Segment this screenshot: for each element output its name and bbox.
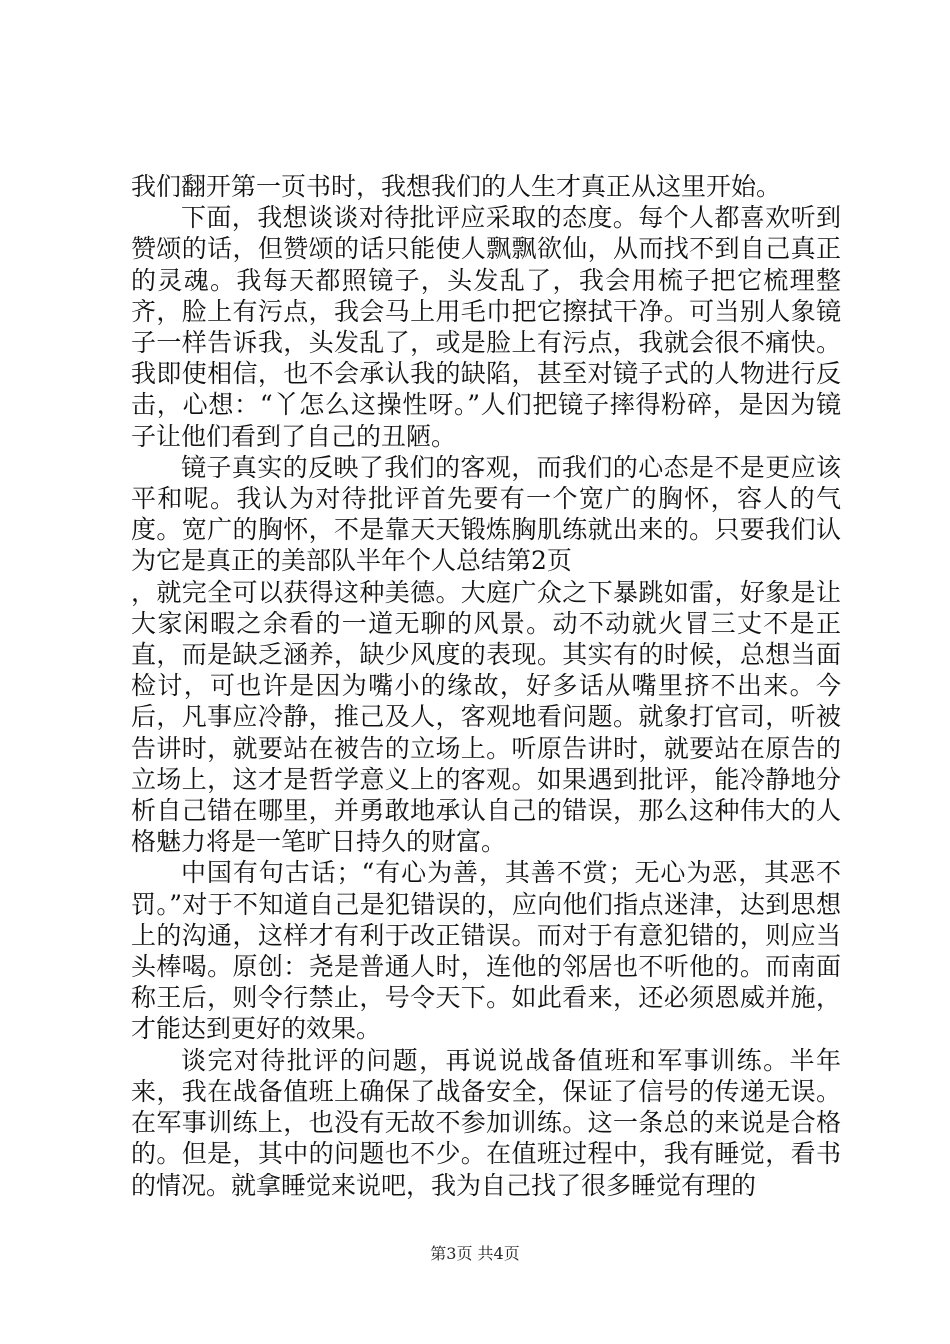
paragraph-5: 中国有句古话；“有心为善，其善不赏；无心为恶，其恶不罚。”对于不知道自己是犯错误的，应向他们指点迷津，达到思想上的沟通，这样才有利于改正错误。而对于有意犯错的，则应当头棒喝。原创：尧是普通人时，连他的邻居也不听他的。而南面称王后，则令行禁止，号令天下。如此看来，还必须恩威并施，才能达到更好的效果。 [131,858,841,1044]
paragraph-3: 镜子真实的反映了我们的客观，而我们的心态是不是更应该平和呢。我认为对待批评首先要有一个宽广的胸怀，容人的气度。宽广的胸怀，不是靠天天锻炼胸肌练就出来的。只要我们认为它是真正的美部队半年个人总结第2页 [131,452,841,576]
paragraph-2: 下面，我想谈谈对待批评应采取的态度。每个人都喜欢听到赞颂的话，但赞颂的话只能使人飘飘欲仙，从而找不到自己真正的灵魂。我每天都照镜子，头发乱了，我会用梳子把它梳理整齐，脸上有污点，我会马上用毛巾把它擦拭干净。可当别人象镜子一样告诉我，头发乱了，或是脸上有污点，我就会很不痛快。我即使相信，也不会承认我的缺陷，甚至对镜子式的人物进行反击，心想：“丫怎么这操性呀。”人们把镜子摔得粉碎，是因为镜子让他们看到了自己的丑陋。 [131,203,841,451]
paragraph-1: 我们翻开第一页书时，我想我们的人生才真正从这里开始。 [131,172,782,201]
document-body [131,171,841,1201]
page-footer [0,1244,950,1264]
paragraph-4: ，就完全可以获得这种美德。大庭广众之下暴跳如雷，好象是让大家闲暇之余看的一道无聊的风景。动不动就火冒三丈不是正直，而是缺乏涵养，缺少风度的表现。其实有的时候，总想当面检讨，可也许是因为嘴小的缘故，好多话从嘴里挤不出来。今后，凡事应冷静，推己及人，客观地看问题。就象打官司，听被告讲时，就要站在被告的立场上。听原告讲时，就要站在原告的立场上，这才是哲学意义上的客观。如果遇到批评，能冷静地分析自己错在哪里，并勇敢地承认自己的错误，那么这种伟大的人格魅力将是一笔旷日持久的财富。 [131,577,841,857]
page-number-label: 第3页 共4页 [430,1244,520,1263]
paragraph-6: 谈完对待批评的问题，再说说战备值班和军事训练。半年来，我在战备值班上确保了战备安全，保证了信号的传递无误。在军事训练上，也没有无故不参加训练。这一条总的来说是合格的。但是，其中的问题也不少。在值班过程中，我有睡觉，看书的情况。就拿睡觉来说吧，我为自己找了很多睡觉有理的 [131,1045,841,1200]
